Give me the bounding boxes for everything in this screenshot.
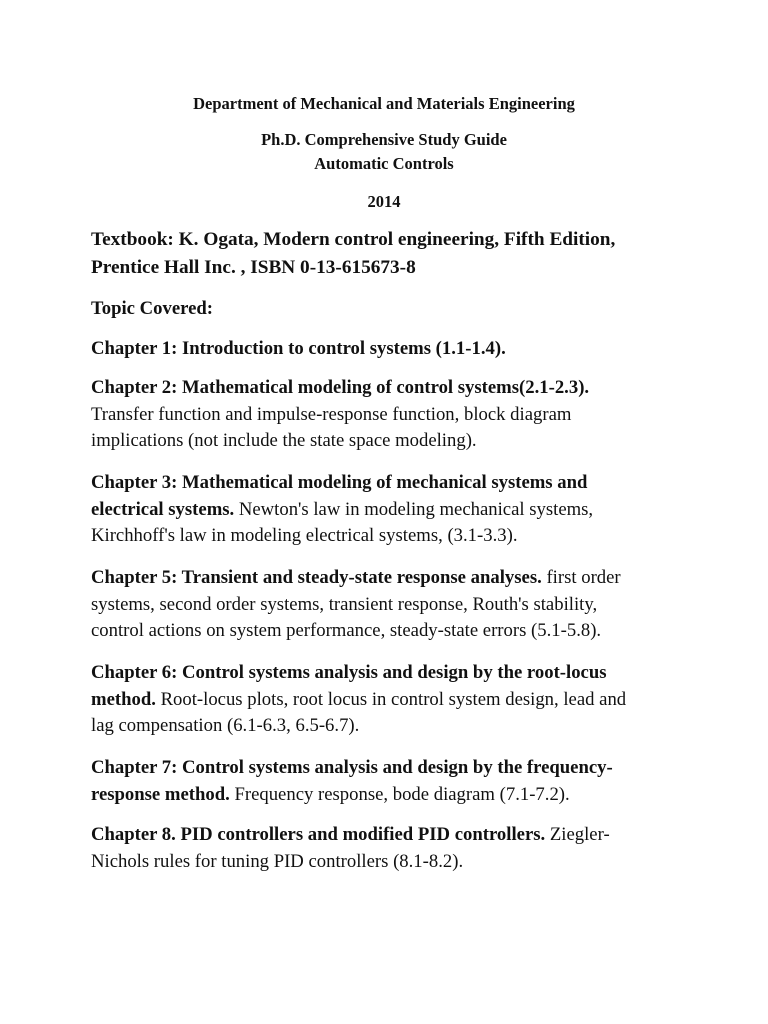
chapter-3-mixed-line — [91, 497, 671, 524]
chapter-5-desc-start: first order — [541, 567, 621, 588]
chapter-8-desc-line: Nichols rules for tuning PID controllers (8.1-8.2). — [91, 850, 464, 872]
chapter-2-desc-line-2: implications (not include the state space modeling). — [91, 430, 477, 451]
textbook-line-1: Textbook: K. Ogata, Modern control engineering, Fifth Edition, — [91, 229, 616, 250]
chapter-8-title: Chapter 8. PID controllers and modified PID controllers. — [91, 824, 546, 845]
chapter-5-title: Chapter 5: Transient and steady-state response analyses. — [91, 567, 542, 588]
topics-heading: Topic Covered: — [91, 298, 213, 319]
chapter-5 — [91, 565, 671, 645]
chapter-6-desc-line: lag compensation (6.1-6.3, 6.5-6.7). — [91, 715, 360, 736]
chapter-8-mixed-line — [91, 822, 671, 849]
guide-title: Ph.D. Comprehensive Study Guide — [261, 130, 507, 149]
chapter-3-desc-start: Newton's law in modeling mechanical systems, — [234, 498, 594, 520]
subject-title: Automatic Controls — [314, 154, 454, 173]
chapter-6-desc-start: Root-locus plots, root locus in control system design, lead and — [155, 688, 627, 710]
chapter-5-desc-line-2: control actions on system performance, steady-state errors (5.1-5.8). — [91, 620, 602, 641]
textbook-line-2: Prentice Hall Inc. , ISBN 0-13-615673-8 — [91, 257, 416, 278]
chapter-7-mixed-line — [91, 782, 671, 809]
chapter-3-desc-line: Kirchhoff's law in modeling electrical systems, (3.1-3.3). — [91, 525, 518, 546]
chapter-2-desc-line-1: Transfer function and impulse-response function, block diagram — [91, 403, 572, 425]
textbook-reference — [91, 226, 671, 282]
chapter-7-title: Chapter 7: Control systems analysis and design by the frequency- — [91, 757, 613, 778]
chapter-7 — [91, 755, 671, 808]
chapter-3 — [91, 470, 671, 550]
guide-title-block — [0, 128, 768, 176]
chapter-2 — [91, 375, 671, 455]
chapter-3-title-end: electrical systems. — [91, 498, 235, 520]
chapter-1 — [91, 336, 671, 363]
chapter-7-title-end: response method. — [91, 783, 230, 805]
chapter-8 — [91, 822, 671, 875]
chapter-3-title: Chapter 3: Mathematical modeling of mechanical systems and — [91, 472, 588, 493]
chapter-6 — [91, 660, 671, 740]
chapter-5-mixed-line — [91, 565, 671, 592]
chapter-1-title: Chapter 1: Introduction to control systems (1.1-1.4). — [91, 338, 506, 359]
chapter-7-desc: Frequency response, bode diagram (7.1-7.2). — [229, 783, 570, 805]
department-title: Department of Mechanical and Materials Engineering — [193, 94, 575, 113]
chapter-6-title-end: method. — [91, 688, 156, 710]
chapter-6-title: Chapter 6: Control systems analysis and design by the root-locus — [91, 662, 607, 683]
year: 2014 — [367, 192, 401, 211]
chapter-8-desc-start: Ziegler- — [545, 824, 610, 845]
chapter-2-title: Chapter 2: Mathematical modeling of control systems(2.1-2.3). — [91, 377, 590, 398]
chapter-6-mixed-line — [91, 687, 671, 714]
chapter-5-desc-line-1: systems, second order systems, transient response, Routh's stability, — [91, 593, 598, 615]
